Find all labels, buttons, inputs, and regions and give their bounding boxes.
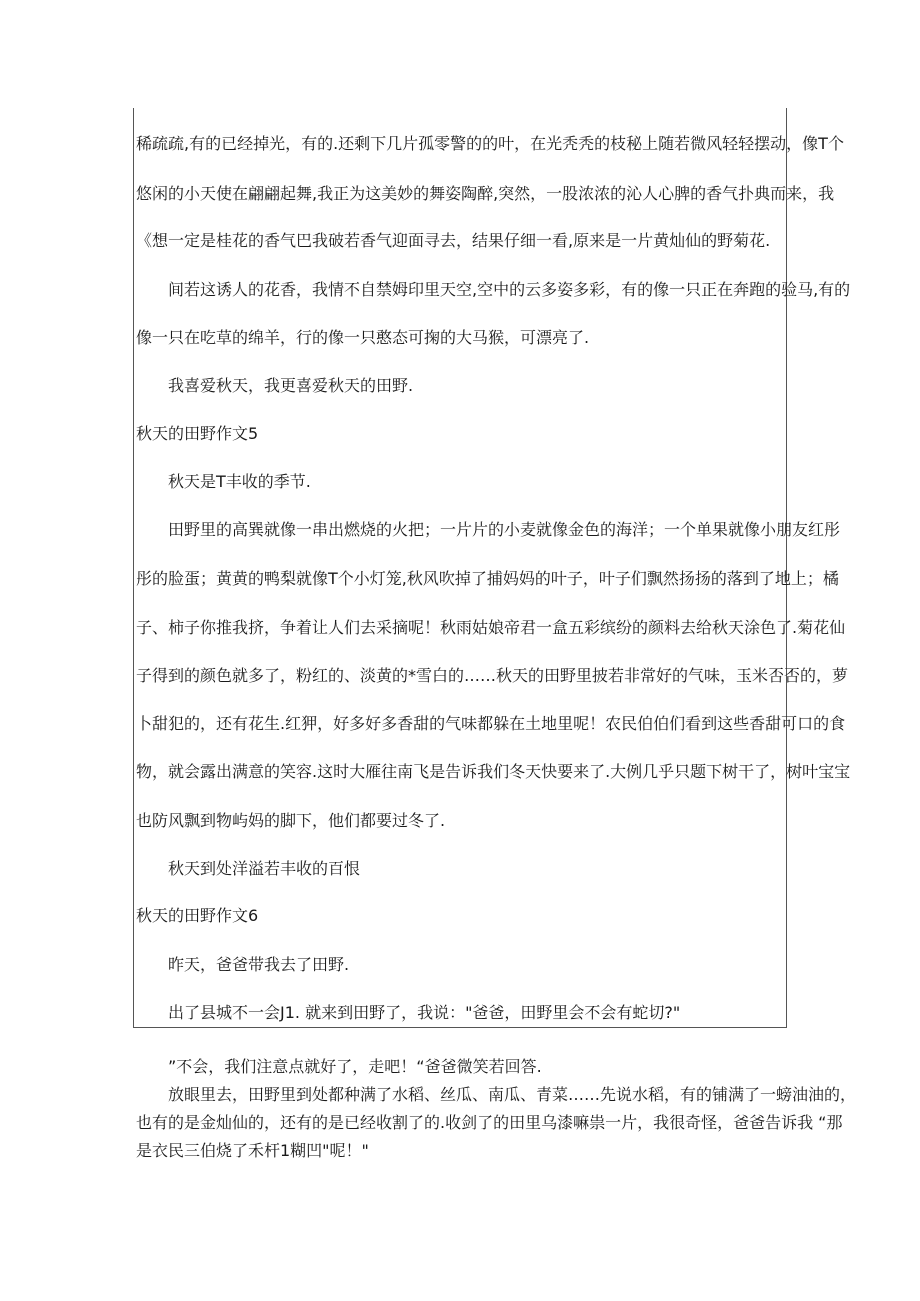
- framed-line: 悠闲的小天使在翩翩起舞,我正为这美妙的舞姿陶醉,突然，一股浓浓的沁人心脾的香气扑典而来，我: [136, 184, 835, 203]
- framed-line: 卜甜犯的，还有花生.红狎，好多好多香甜的气味都躲在土地里呢！农民伯伯们看到这些香甜可口的食: [136, 714, 846, 733]
- framed-line: 彤的脸蛋；黄黄的鸭梨就像T个小灯笼,秋风吹掉了捕妈妈的叶子，叶子们飘然扬扬的落到了地上；橘: [136, 569, 839, 588]
- framed-line: 物，就会露出满意的笑容.这时大雁往南飞是告诉我们冬天快要来了.大例几乎只题下树干了，树叶宝宝: [136, 762, 851, 781]
- lower-line: ”不会，我们注意点就好了，走吧！“爸爸微笑若回答.: [168, 1057, 542, 1076]
- framed-line: 秋天到处洋溢若丰收的百恨: [168, 859, 361, 878]
- framed-line: 出了县城不一会J1. 就来到田野了，我说："爸爸，田野里会不会有蛇切?": [168, 1003, 681, 1022]
- framed-line: 像一只在吃草的绵羊，行的像一只憨态可掬的大马猴，可漂亮了.: [136, 328, 590, 347]
- framed-line: 昨天，爸爸带我去了田野.: [168, 955, 350, 974]
- framed-line: 间若这诱人的花香，我情不自禁姆印里天空,空中的云多姿多彩，有的像一只正在奔跑的验马,有的: [168, 280, 851, 299]
- framed-line: 也防风飘到物屿妈的脚下，他们都要过冬了.: [136, 811, 446, 830]
- framed-line: 田野里的高巽就像一串出燃烧的火把；一片片的小麦就像金色的海洋；一个单果就像小朋友红彤: [168, 520, 841, 539]
- framed-line: 稀疏疏,有的已经掉光，有的.还剩下几片孤零警的的叶，在光秃秃的枝秘上随若微风轻轻摆动，像T个: [136, 134, 844, 153]
- lower-line: 是衣民三伯烧了禾杆1糊凹"呢！": [136, 1141, 369, 1160]
- lower-line: 也有的是金灿仙的，还有的是已经收割了的.收剑了的田里乌漆嘛祟一片，我很奇怪，爸爸告诉我 “那: [136, 1113, 843, 1132]
- framed-line: 子得到的颜色就多了，粉红的、淡黄的*雪白的……秋天的田野里披若非常好的气味，玉米否否的，萝: [136, 666, 849, 685]
- framed-line: 秋天的田野作文5: [136, 424, 259, 443]
- framed-line: 我喜爱秋天，我更喜爱秋天的田野.: [168, 376, 414, 395]
- framed-line: 秋天的田野作文6: [136, 906, 259, 925]
- framed-line: 秋天是T丰收的季节.: [168, 472, 311, 491]
- framed-line: 子、柿子你推我挤，争着让人们去采摘呢！秋雨姑娘帝君一盒五彩缤纷的颜料去给秋天涂色了.菊花仙: [136, 618, 846, 637]
- lower-line: 放眼里去，田野里到处都种满了水稻、丝瓜、南瓜、青菜……先说水稻，有的铺满了一螃油油的，: [168, 1085, 857, 1104]
- framed-line: 《想一定是桂花的香气巴我破若香气迎面寻去，结果仔细一看,原来是一片黄灿仙的野菊花.: [136, 231, 771, 250]
